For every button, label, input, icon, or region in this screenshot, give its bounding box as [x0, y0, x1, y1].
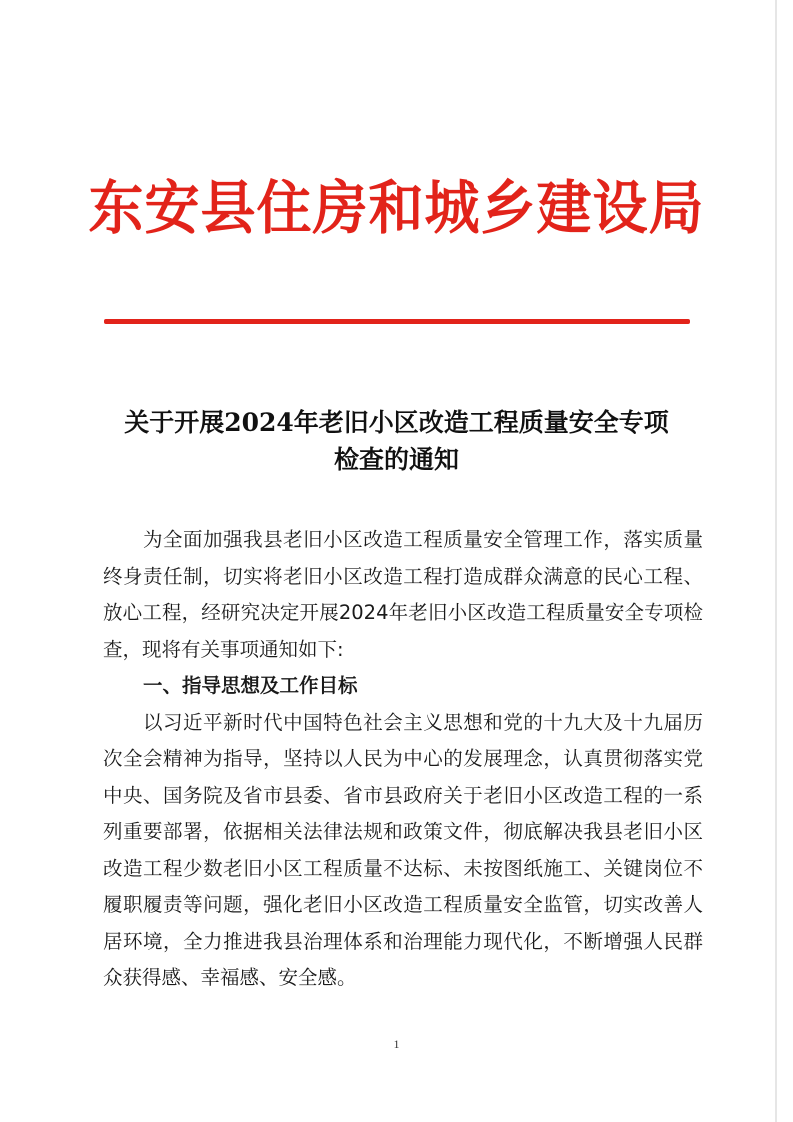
document-title-line-1: 关于开展2024年老旧小区改造工程质量安全专项 [124, 408, 669, 437]
agency-masthead: 东安县住房和城乡建设局 [88, 173, 705, 242]
section-paragraph-1: 以习近平新时代中国特色社会主义思想和党的十九大及十九届历次全会精神为指导，坚持以人民为中心的发展理念，认真贯彻落实党中央、国务院及省市县委、省市县政府关于老旧小区改造工程的一系列重要部署，依据相关法律法规和政策文件，彻底解决我县老旧小区改造工程少数老旧小区工程质量不达标、未按图纸施工、关键岗位不履职履责等问题，强化老旧小区改造工程质量安全监管，切实改善人居环境，全力推进我县治理体系和治理能力现代化，不断增强人民群众获得感、幸福感、安全感。 [103, 710, 703, 989]
section-heading-1: 一、指导思想及工作目标 [143, 674, 358, 697]
intro-paragraph: 为全面加强我县老旧小区改造工程质量安全管理工作，落实质量终身责任制，切实将老旧小区改造工程打造成群众满意的民心工程、放心工程，经研究决定开展2024年老旧小区改造工程质量安全专项检查，现将有关事项通知如下: [103, 528, 703, 661]
red-divider-rule [104, 319, 690, 324]
document-title [0, 404, 793, 478]
page-number: 1 [393, 1037, 400, 1051]
document-body [103, 522, 703, 997]
document-title-line-2: 检查的通知 [333, 445, 459, 474]
